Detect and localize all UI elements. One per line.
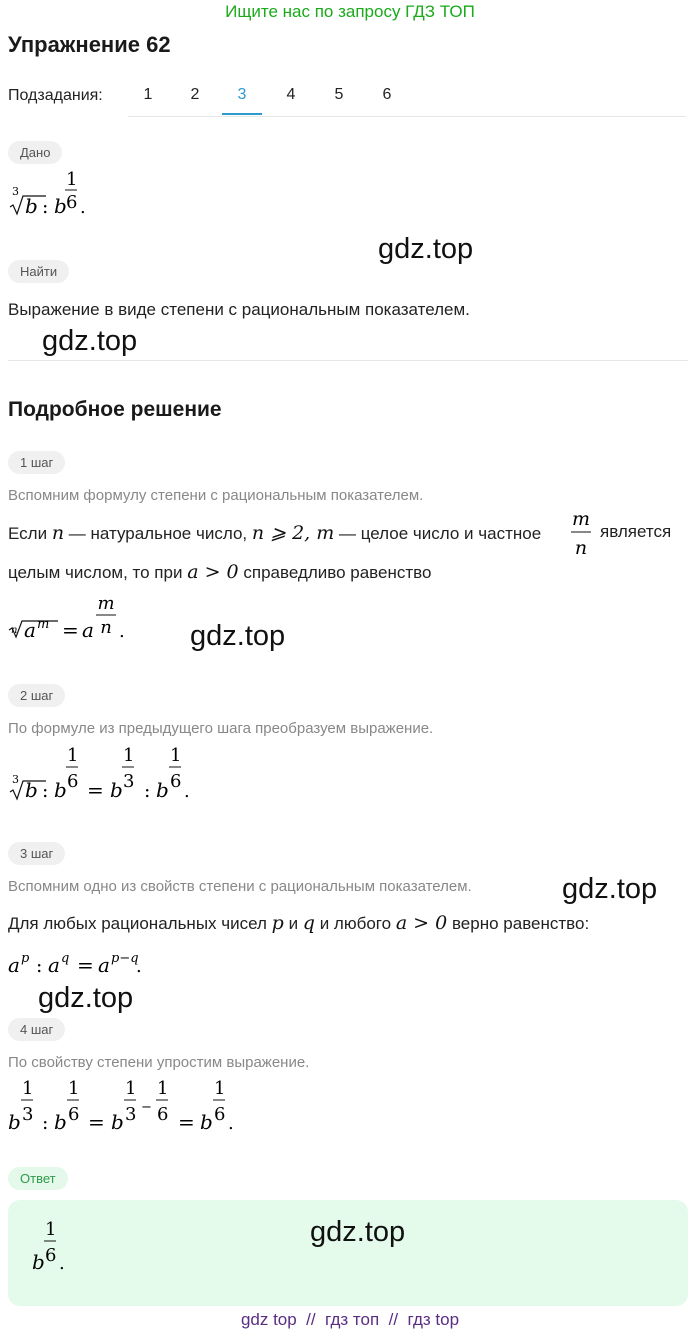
step-1-line-1: Если n — натуральное число, n ⩾ 2, m — целое число и частное — [8, 522, 542, 544]
svg-text:.: . — [119, 621, 125, 642]
svg-text:3: 3 — [22, 1104, 34, 1125]
svg-text:m: m — [571, 508, 591, 530]
tab-subtask-4[interactable]: 4 — [286, 86, 296, 103]
svg-text:.: . — [228, 1113, 234, 1134]
step-2-expression — [4, 742, 204, 802]
svg-text:1: 1 — [157, 1078, 169, 1099]
svg-text:n: n — [11, 625, 18, 636]
subtasks-label: Подзадания: — [8, 87, 103, 104]
svg-text:b: b — [111, 1110, 124, 1134]
svg-text:b: b — [25, 778, 38, 802]
svg-text:=: = — [77, 953, 94, 977]
svg-text:=: = — [178, 1110, 195, 1134]
step-3-hint: Вспомним одно из свойств степени с рациональным показателем. — [8, 878, 472, 895]
svg-text:1: 1 — [214, 1078, 226, 1099]
watermark: gdz.top — [42, 325, 138, 357]
svg-text:b: b — [200, 1110, 213, 1134]
op: : — [42, 196, 49, 218]
svg-text:b: b — [54, 778, 67, 802]
answer-expression — [28, 1216, 88, 1276]
svg-text::: : — [42, 780, 49, 802]
step-3-pill: 3 шаг — [8, 842, 65, 865]
svg-text:q: q — [61, 951, 70, 966]
exp-den: 6 — [66, 192, 78, 213]
svg-text:1: 1 — [22, 1078, 34, 1099]
base: b — [54, 194, 67, 218]
svg-text:b: b — [54, 1110, 67, 1134]
step-1-formula — [4, 590, 144, 650]
svg-text:1: 1 — [45, 1219, 57, 1240]
given-pill: Дано — [8, 141, 62, 164]
step-4-hint: По свойству степени упростим выражение. — [8, 1054, 310, 1071]
promo-banner[interactable]: Ищите нас по запросу ГДЗ ТОП — [225, 2, 475, 21]
svg-text:6: 6 — [67, 771, 79, 792]
watermark: gdz.top — [562, 873, 658, 905]
svg-text:n: n — [574, 537, 588, 559]
svg-text:b: b — [8, 1110, 21, 1134]
find-pill: Найти — [8, 260, 69, 283]
step-3-text: Для любых рациональных чисел p и q и любого a > 0 верно равенство: — [8, 912, 590, 934]
root-index: 3 — [12, 185, 19, 198]
svg-text:1: 1 — [170, 745, 182, 766]
svg-text:−: − — [141, 1100, 152, 1115]
svg-text:p−q: p−q — [111, 951, 139, 966]
step-4-pill: 4 шаг — [8, 1018, 65, 1041]
svg-text:n: n — [100, 617, 112, 638]
svg-text::: : — [42, 1112, 49, 1134]
svg-text:3: 3 — [12, 773, 19, 786]
svg-text:6: 6 — [157, 1104, 169, 1125]
step-4-expression — [4, 1074, 254, 1134]
svg-text:6: 6 — [214, 1104, 226, 1125]
svg-text:.: . — [184, 781, 190, 802]
tab-subtask-3[interactable]: 3 — [237, 86, 247, 103]
step-1-fraction — [566, 505, 596, 565]
end: . — [80, 197, 86, 218]
svg-text:p: p — [21, 951, 30, 966]
watermark: gdz.top — [378, 233, 474, 265]
svg-text::: : — [144, 780, 151, 802]
tab-subtask-1[interactable]: 1 — [143, 86, 153, 103]
svg-text:3: 3 — [125, 1104, 137, 1125]
svg-text::: : — [36, 955, 43, 977]
svg-text:=: = — [87, 778, 104, 802]
svg-text:=: = — [62, 618, 79, 642]
step-1-line-2: целым числом, то при a > 0 справедливо равенство — [8, 561, 432, 583]
svg-text:b: b — [110, 778, 123, 802]
answer-pill: Ответ — [8, 1167, 68, 1190]
svg-text:.: . — [136, 956, 142, 977]
watermark: gdz.top — [310, 1216, 406, 1248]
svg-text:a: a — [8, 953, 20, 977]
step-1-line-1-end: является — [600, 522, 672, 541]
tab-subtask-5[interactable]: 5 — [334, 86, 344, 103]
tab-subtask-6[interactable]: 6 — [382, 86, 392, 103]
step-3-formula — [4, 946, 184, 982]
find-text: Выражение в виде степени с рациональным показателем. — [8, 300, 470, 319]
subtasks-tabs — [128, 80, 686, 117]
radicand: b — [25, 194, 38, 218]
svg-text:a: a — [98, 953, 110, 977]
svg-text:m: m — [97, 593, 115, 614]
step-2-pill: 2 шаг — [8, 684, 65, 707]
divider — [8, 360, 688, 361]
active-tab-indicator — [222, 113, 262, 115]
svg-text:a: a — [48, 953, 60, 977]
svg-text:1: 1 — [68, 1078, 80, 1099]
page-title: Упражнение 62 — [8, 32, 171, 57]
step-1-hint: Вспомним формулу степени с рациональным показателем. — [8, 487, 424, 504]
solution-title: Подробное решение — [8, 398, 222, 421]
watermark: gdz.top — [190, 620, 286, 652]
svg-text:b: b — [156, 778, 169, 802]
watermark: gdz.top — [38, 982, 134, 1014]
step-2-hint: По формуле из предыдущего шага преобразуем выражение. — [8, 720, 434, 737]
svg-text:b: b — [32, 1250, 45, 1274]
svg-text:m: m — [37, 617, 50, 632]
svg-text:6: 6 — [170, 771, 182, 792]
svg-text:=: = — [88, 1110, 105, 1134]
step-1-pill: 1 шаг — [8, 451, 65, 474]
svg-text:6: 6 — [68, 1104, 80, 1125]
svg-text:6: 6 — [45, 1245, 57, 1266]
svg-text:1: 1 — [67, 745, 79, 766]
tab-subtask-2[interactable]: 2 — [190, 86, 200, 103]
svg-text:.: . — [59, 1253, 65, 1274]
svg-text:a: a — [82, 618, 94, 642]
footer-links[interactable]: gdz top // гдз топ // гдз top — [240, 1310, 460, 1329]
exp-num: 1 — [66, 169, 78, 190]
svg-text:1: 1 — [125, 1078, 137, 1099]
svg-text:3: 3 — [123, 771, 135, 792]
given-expression — [4, 168, 114, 228]
svg-text:1: 1 — [123, 745, 135, 766]
svg-text:a: a — [24, 618, 36, 642]
